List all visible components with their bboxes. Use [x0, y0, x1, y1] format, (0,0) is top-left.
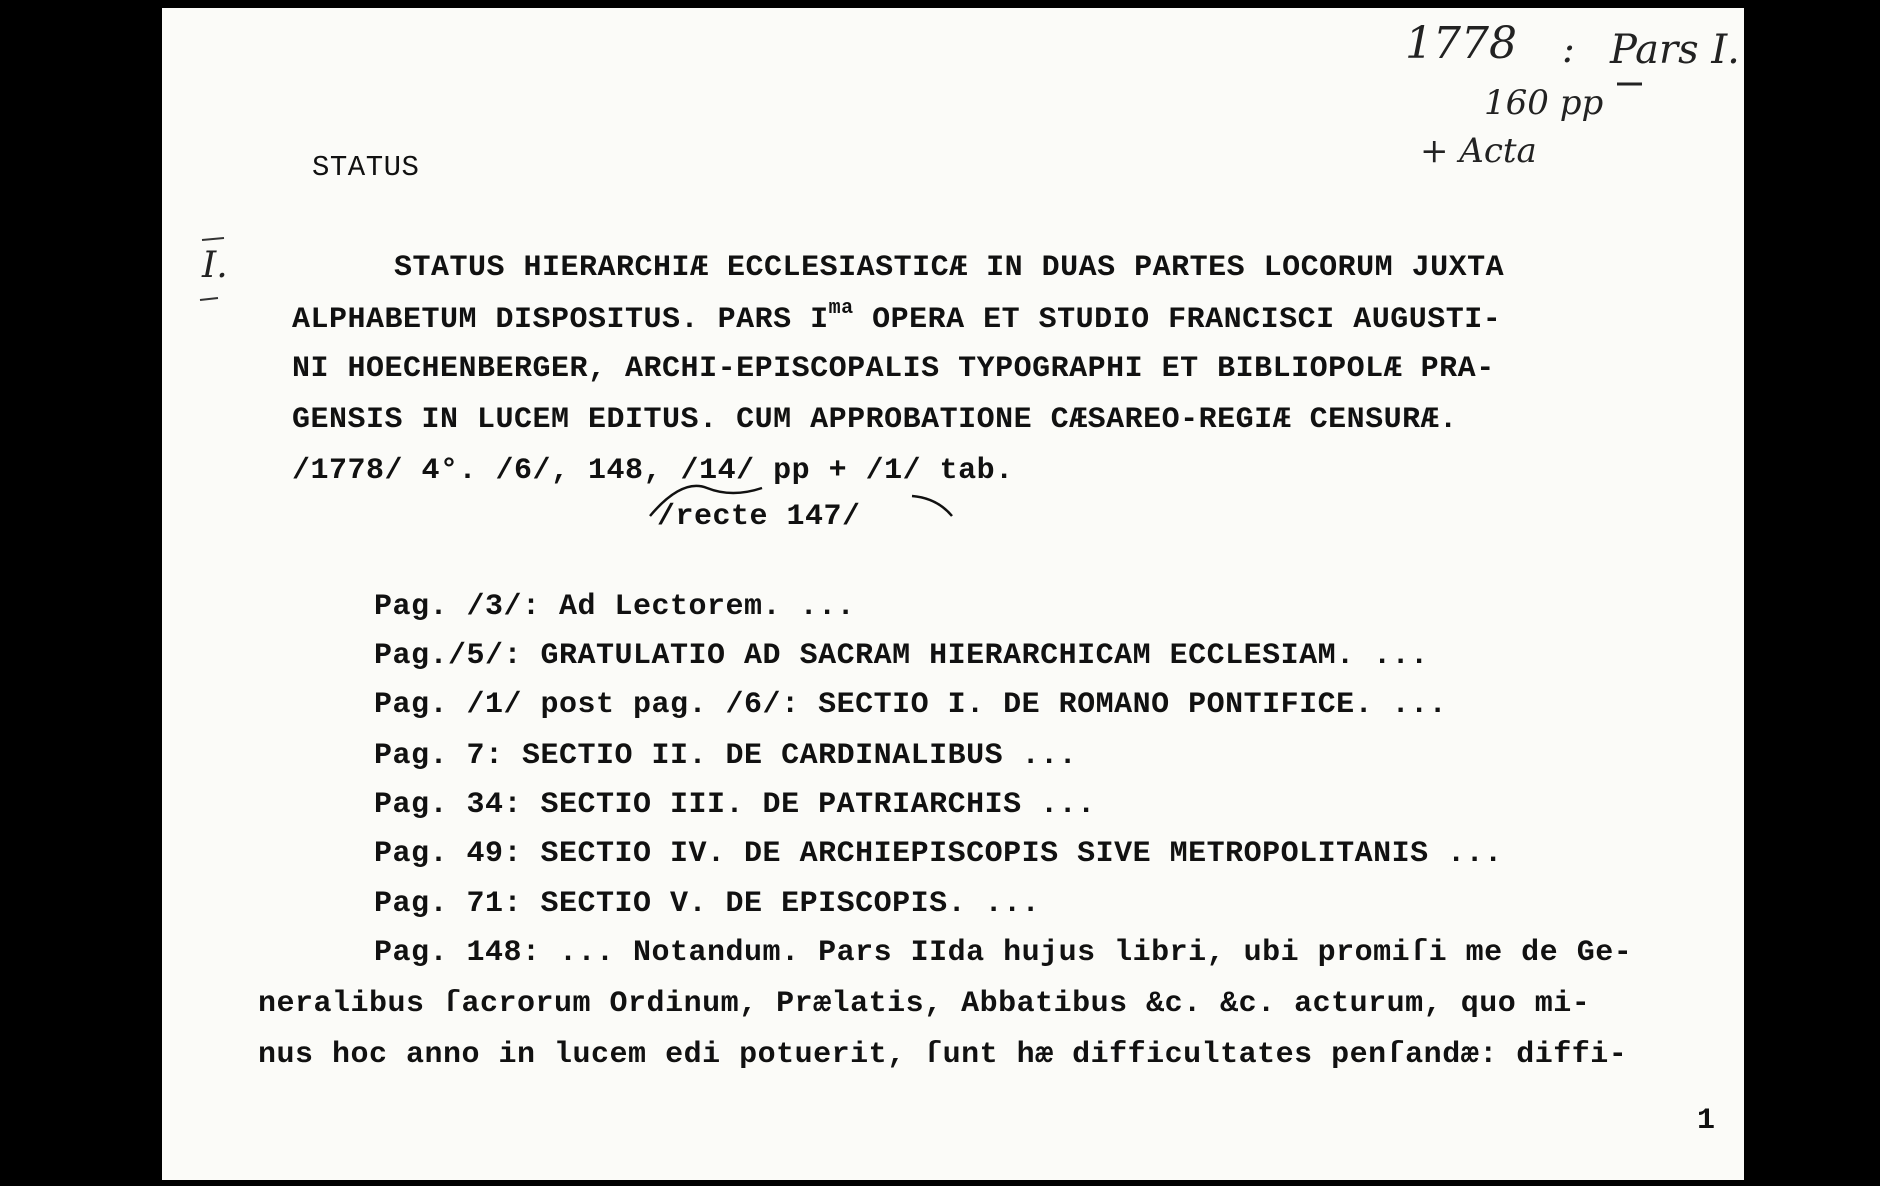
title-line-4: GENSIS IN LUCEM EDITUS. CUM APPROBATIONE CÆSAREO-REGIÆ CENSURÆ.	[292, 403, 1458, 437]
handwritten-pars: Pars I.	[1610, 27, 1740, 73]
catalog-card	[162, 8, 1744, 1180]
note-line-3: nus hoc anno in lucem edi potuerit, ſunt hæ difficultates penſandæ: diffi-	[258, 1038, 1628, 1072]
card-heading: STATUS	[312, 151, 420, 184]
page-number: 1	[1697, 1104, 1716, 1138]
contents-line-5: Pag. 34: SECTIO III. DE PATRIARCHIS ...	[374, 788, 1096, 822]
correction-note: /recte 147/	[657, 500, 861, 534]
contents-line-3: Pag. /1/ post pag. /6/: SECTIO I. DE ROMANO PONTIFICE. ...	[374, 688, 1448, 722]
contents-line-2: Pag./5/: GRATULATIO AD SACRAM HIERARCHICAM ECCLESIAM. ...	[374, 639, 1429, 673]
contents-line-1: Pag. /3/: Ad Lectorem. ...	[374, 590, 856, 624]
title-superscript: ma	[828, 297, 854, 320]
contents-line-6: Pag. 49: SECTIO IV. DE ARCHIEPISCOPIS SIVE METROPOLITANIS ...	[374, 837, 1503, 871]
handwritten-marks	[162, 8, 1744, 1180]
contents-line-7: Pag. 71: SECTIO V. DE EPISCOPIS. ...	[374, 887, 1041, 921]
handwritten-year: 1778	[1405, 18, 1517, 69]
handwritten-margin-mark: I.	[202, 245, 228, 286]
collation-line: /1778/ 4°. /6/, 148, /14/ pp + /1/ tab.	[292, 454, 1014, 488]
handwritten-extra: + Acta	[1420, 131, 1537, 171]
title-line-3: NI HOECHENBERGER, ARCHI-EPISCOPALIS TYPOGRAPHI ET BIBLIOPOLÆ PRA-	[292, 352, 1495, 386]
handwritten-pages: 160 pp	[1484, 83, 1604, 123]
note-line-1: Pag. 148: ... Notandum. Pars IIda hujus libri, ubi promiſi me de Ge-	[374, 936, 1633, 970]
handwritten-colon: :	[1562, 27, 1575, 71]
note-line-2: neralibus ſacrorum Ordinum, Prælatis, Abbatibus &c. &c. acturum, quo mi-	[258, 987, 1591, 1021]
title-line-1: STATUS HIERARCHIÆ ECCLESIASTICÆ IN DUAS PARTES LOCORUM JUXTA	[394, 251, 1505, 285]
contents-line-4: Pag. 7: SECTIO II. DE CARDINALIBUS ...	[374, 739, 1078, 773]
title-line-2: ALPHABETUM DISPOSITUS. PARS $I^{ma}$ OPERA ET STUDIO FRANCISCI AUGUSTI-	[292, 297, 1502, 337]
